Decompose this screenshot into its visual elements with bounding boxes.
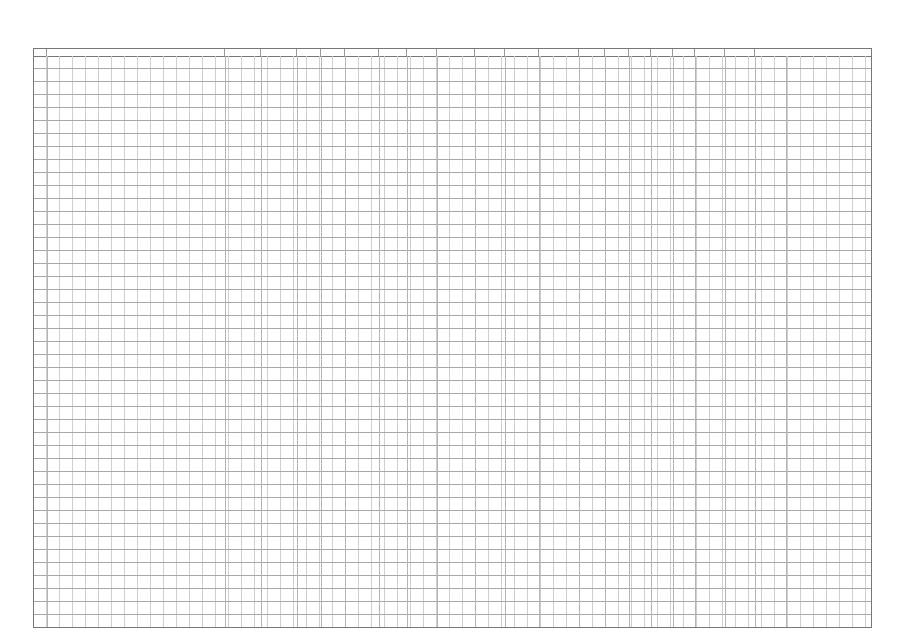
column-number-cell: [261, 49, 297, 56]
column-number-cell: [505, 49, 539, 56]
column-divider: [261, 56, 262, 627]
column-divider: [539, 56, 540, 627]
column-number-cell: [34, 49, 47, 56]
column-divider: [695, 56, 696, 627]
column-number-cell: [379, 49, 407, 56]
column-number-cell: [725, 49, 755, 56]
column-divider: [725, 56, 726, 627]
column-divider: [297, 56, 298, 627]
column-number-cell: [605, 49, 629, 56]
column-number-cell: [437, 49, 475, 56]
column-divider: [345, 56, 346, 627]
column-divider: [579, 56, 580, 627]
column-divider: [437, 56, 438, 627]
column-divider: [755, 56, 756, 627]
column-number-cell: [673, 49, 695, 56]
column-divider: [629, 56, 630, 627]
column-divider: [605, 56, 606, 627]
column-number-cell: [345, 49, 379, 56]
column-divider: [475, 56, 476, 627]
column-divider: [225, 56, 226, 627]
column-number-cell: [475, 49, 505, 56]
column-number-cell: [225, 49, 261, 56]
column-number-cell: [297, 49, 321, 56]
column-number-cell: [321, 49, 345, 56]
column-number-cell: [539, 49, 579, 56]
column-divider: [407, 56, 408, 627]
column-number-cell: [47, 49, 225, 56]
table-body: [34, 56, 871, 627]
column-number-cell: [629, 49, 651, 56]
column-number-cell: [755, 49, 786, 56]
column-divider: [379, 56, 380, 627]
data-table: [33, 48, 872, 628]
column-number-cell: [695, 49, 725, 56]
column-divider: [47, 56, 48, 627]
column-divider: [651, 56, 652, 627]
column-number-cell: [651, 49, 673, 56]
column-divider: [505, 56, 506, 627]
column-number-cell: [407, 49, 437, 56]
column-divider: [786, 56, 787, 627]
column-divider: [321, 56, 322, 627]
column-number-cell: [579, 49, 605, 56]
column-divider: [673, 56, 674, 627]
